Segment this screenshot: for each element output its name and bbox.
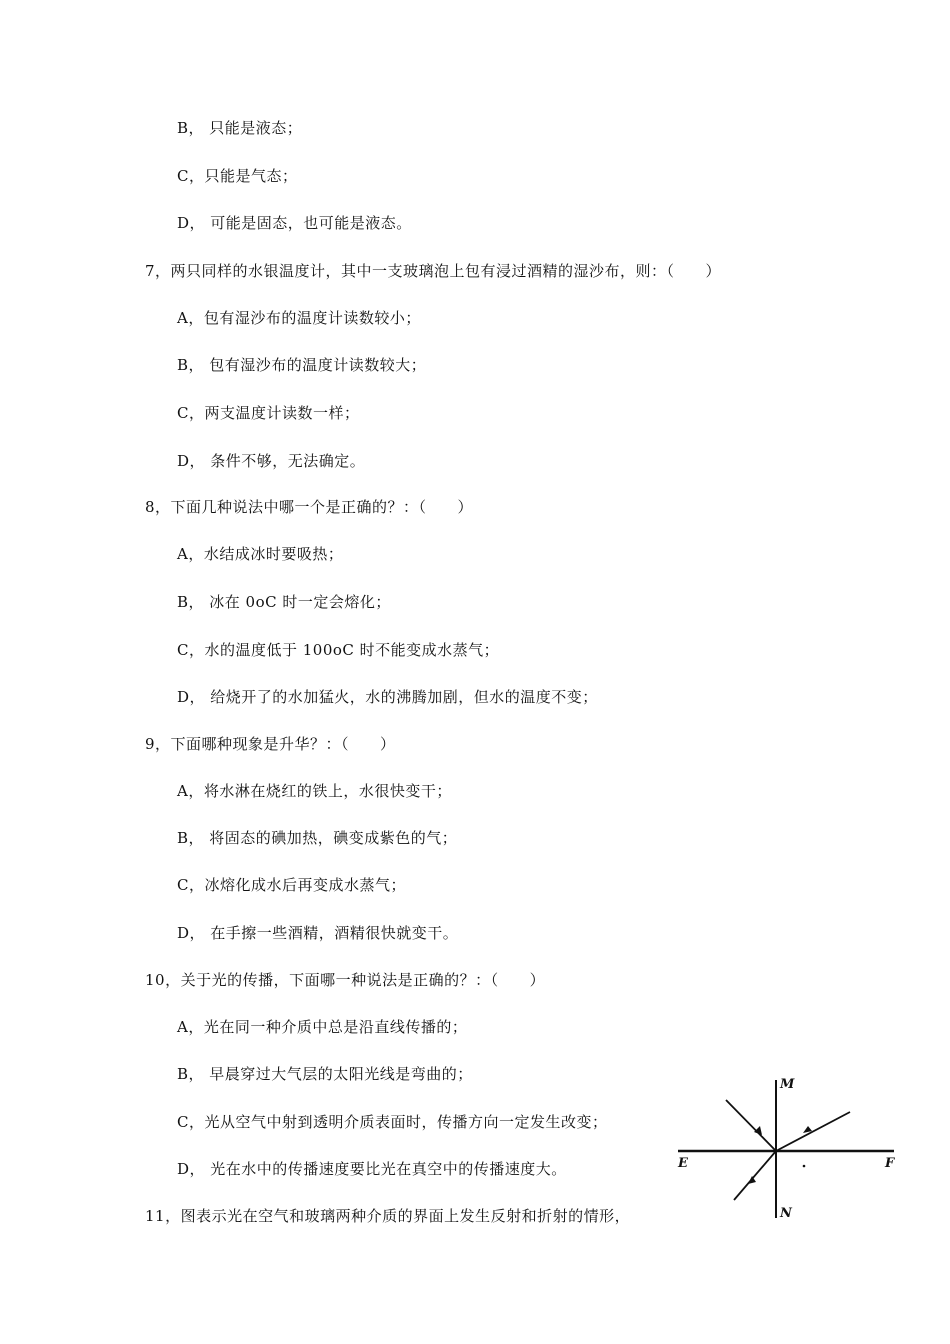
q9-option-d: D， 在手擦一些酒精，酒精很快就变干。 xyxy=(177,924,459,942)
q7-option-c: C，两支温度计读数一样； xyxy=(177,404,360,422)
refracted-arrow-icon xyxy=(748,1176,756,1184)
q8-option-c: C，水的温度低于 100oC 时不能变成水蒸气； xyxy=(177,641,500,659)
label-e: E xyxy=(678,1156,688,1171)
q8-stem: 8，下面几种说法中哪一个是正确的？：（ ） xyxy=(145,498,474,516)
q10-option-c: C，光从空气中射到透明介质表面时，传播方向一定发生改变； xyxy=(177,1113,608,1131)
q11-stem: 11，图表示光在空气和玻璃两种介质的界面上发生反射和折射的情形， xyxy=(145,1207,631,1225)
q9-option-b: B， 将固态的碘加热，碘变成紫色的气； xyxy=(177,829,458,847)
label-f: F xyxy=(885,1156,895,1171)
q10-stem: 10，关于光的传播，下面哪一种说法是正确的？：（ ） xyxy=(145,971,546,989)
q9-option-c: C，冰熔化成水后再变成水蒸气； xyxy=(177,876,406,894)
incident-ray xyxy=(726,1100,776,1151)
q7-option-d: D， 条件不够，无法确定。 xyxy=(177,452,366,470)
q10-option-b: B， 早晨穿过大气层的太阳光线是弯曲的； xyxy=(177,1065,473,1083)
diagram-dot xyxy=(803,1165,806,1168)
q8-option-b: B， 冰在 0oC 时一定会熔化； xyxy=(177,593,391,611)
q10-option-d: D， 光在水中的传播速度要比光在真空中的传播速度大。 xyxy=(177,1160,567,1178)
q10-option-a: A，光在同一种介质中总是沿直线传播的； xyxy=(177,1018,468,1036)
q7-option-a: A，包有湿沙布的温度计读数较小； xyxy=(177,309,421,327)
refracted-ray xyxy=(734,1151,776,1200)
reflection-refraction-diagram xyxy=(672,1072,912,1224)
q8-option-d: D， 给烧开了的水加猛火，水的沸腾加剧，但水的温度不变； xyxy=(177,688,598,706)
reflected-ray xyxy=(776,1112,850,1151)
q9-option-a: A，将水淋在烧红的铁上，水很快变干； xyxy=(177,782,452,800)
q7-stem: 7，两只同样的水银温度计，其中一支玻璃泡上包有浸过酒精的湿沙布，则：（ ） xyxy=(145,262,722,280)
label-n: N xyxy=(780,1206,792,1221)
q7-option-b: B， 包有湿沙布的温度计读数较大； xyxy=(177,356,427,374)
q9-stem: 9，下面哪种现象是升华？：（ ） xyxy=(145,735,396,753)
q6-option-b: B， 只能是液态； xyxy=(177,119,303,137)
label-m: M xyxy=(780,1077,795,1092)
q8-option-a: A，水结成冰时要吸热； xyxy=(177,545,344,563)
q6-option-d: D， 可能是固态，也可能是液态。 xyxy=(177,214,412,232)
q6-option-c: C，只能是气态； xyxy=(177,167,298,185)
